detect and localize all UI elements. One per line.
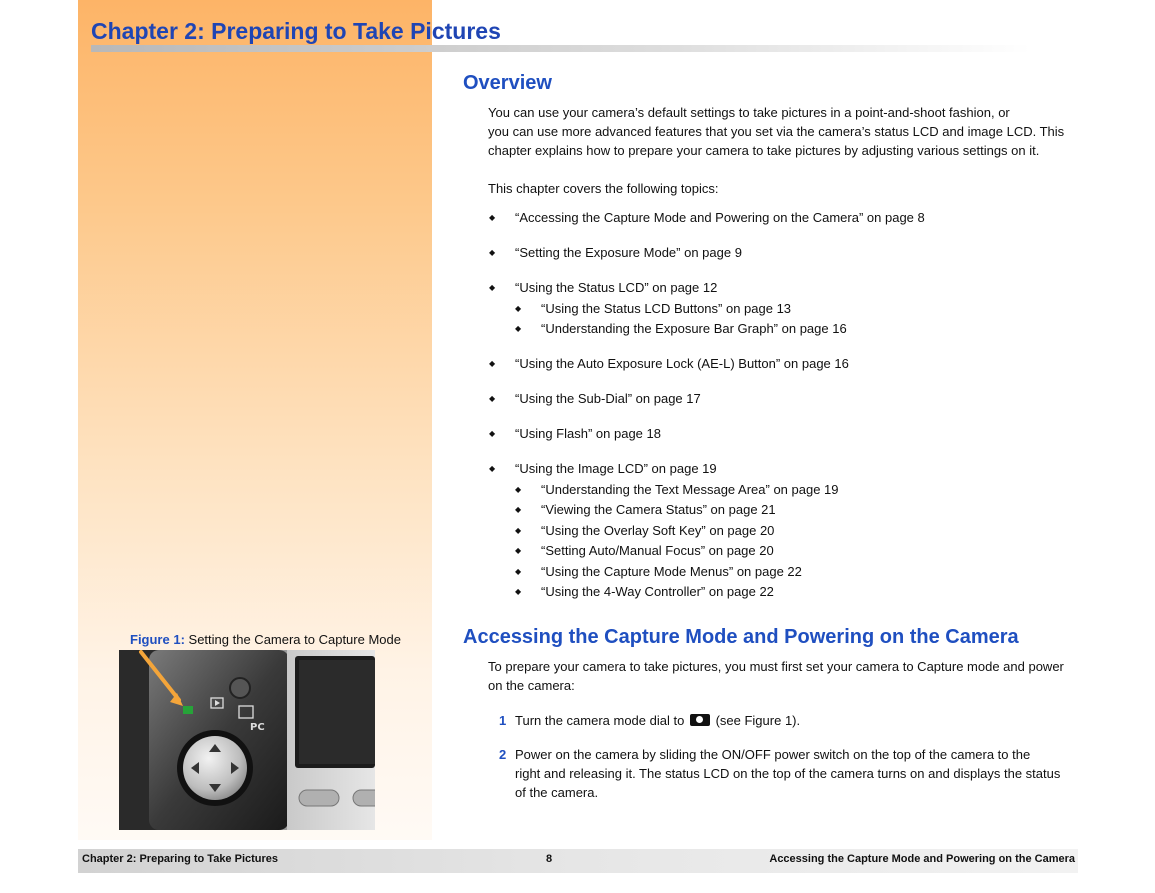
diamond-bullet-icon: ◆ (515, 484, 522, 494)
step-number: 2 (499, 747, 507, 762)
topic-subitem[interactable]: ◆ “Understanding the Text Message Area” on page 19 (489, 480, 925, 501)
step-text: of the camera. (515, 785, 599, 800)
diamond-bullet-icon: ◆ (489, 464, 496, 473)
step-text: Turn the camera mode dial to (515, 713, 685, 728)
topic-subitem[interactable]: ◆ “Using the 4-Way Controller” on page 22 (489, 582, 925, 603)
topics-intro: This chapter covers the following topics: (488, 181, 719, 196)
title-rule (91, 45, 1031, 52)
section-intro (488, 657, 1078, 695)
topic-item[interactable]: ◆ “Accessing the Capture Mode and Powering on the Camera” on page 8 (489, 208, 925, 229)
overview-heading: Overview (463, 72, 552, 94)
topic-item[interactable]: ◆ “Using the Image LCD” on page 19 (489, 459, 925, 480)
footer-section-title: Accessing the Capture Mode and Powering on the Camera (769, 853, 1075, 865)
overview-intro-line: You can use your camera’s default settings to take pictures in a point-and-shoot fashion, or (488, 105, 1010, 120)
section-intro-line: To prepare your camera to take pictures, you must first set your camera to Capture mode and power (488, 659, 1064, 674)
diamond-bullet-icon: ◆ (515, 505, 522, 514)
section-intro-line: on the camera: (488, 678, 575, 693)
topic-subitem[interactable]: ◆ “Understanding the Exposure Bar Graph” on page 16 (489, 319, 925, 340)
diamond-bullet-icon: ◆ (515, 546, 522, 555)
diamond-bullet-icon: ◆ (515, 566, 522, 576)
diamond-bullet-icon: ◆ (489, 283, 496, 292)
topic-item[interactable]: ◆ “Using the Auto Exposure Lock (AE-L) Button” on page 16 (489, 354, 925, 375)
diamond-bullet-icon: ◆ (515, 525, 522, 535)
diamond-bullet-icon: ◆ (515, 324, 522, 333)
page-footer (78, 849, 1078, 873)
svg-text:PC: PC (250, 722, 265, 733)
camera-mode-dial-photo (119, 650, 375, 830)
step-text: (see Figure 1). (715, 713, 801, 728)
footer-chapter-title: Chapter 2: Preparing to Take Pictures (82, 853, 279, 865)
figure-caption (130, 632, 401, 647)
topic-subitem[interactable]: ◆ “Using the Status LCD Buttons” on page 13 (489, 299, 925, 320)
diamond-bullet-icon: ◆ (489, 429, 496, 438)
step-text: Power on the camera by sliding the ON/OFF power switch on the top of the camera to the (515, 747, 1031, 762)
figure-label[interactable]: Figure 1: (130, 632, 185, 647)
diamond-bullet-icon: ◆ (489, 213, 496, 222)
step-text: right and releasing it. The status LCD on the top of the camera turns on and displays the status (515, 766, 1061, 781)
topic-item[interactable]: ◆ “Using the Status LCD” on page 12 (489, 278, 925, 299)
section-heading: Accessing the Capture Mode and Powering on the Camera (463, 626, 1019, 648)
diamond-bullet-icon: ◆ (489, 248, 496, 257)
diamond-bullet-icon: ◆ (489, 394, 496, 403)
camera-icon (690, 714, 710, 726)
footer-page-number: 8 (546, 853, 553, 865)
step-2 (499, 745, 1089, 802)
topic-item[interactable]: ◆ “Using Flash” on page 18 (489, 424, 925, 445)
overview-intro (488, 103, 1078, 160)
step-1 (499, 711, 1089, 730)
diamond-bullet-icon: ◆ (515, 303, 522, 313)
topic-subitem[interactable]: ◆ “Viewing the Camera Status” on page 21 (489, 500, 925, 521)
chapter-title: Chapter 2: Preparing to Take Pictures (91, 18, 501, 44)
topic-subitem[interactable]: ◆ “Setting Auto/Manual Focus” on page 20 (489, 541, 925, 562)
topics-list (489, 208, 925, 603)
topic-subitem[interactable]: ◆ “Using the Overlay Soft Key” on page 20 (489, 521, 925, 542)
overview-intro-line: you can use more advanced features that you set via the camera’s status LCD and image LCD. This (488, 124, 1065, 139)
figure-caption-text: Setting the Camera to Capture Mode (188, 632, 401, 647)
topic-subitem[interactable]: ◆ “Using the Capture Mode Menus” on page 22 (489, 562, 925, 583)
diamond-bullet-icon: ◆ (489, 359, 496, 368)
step-number: 1 (499, 713, 507, 728)
overview-intro-line: chapter explains how to prepare your camera to take pictures by adjusting various settings on it. (488, 143, 1040, 158)
diamond-bullet-icon: ◆ (515, 587, 522, 596)
topic-item[interactable]: ◆ “Setting the Exposure Mode” on page 9 (489, 243, 925, 264)
topic-item[interactable]: ◆ “Using the Sub-Dial” on page 17 (489, 389, 925, 410)
capture-mode-camera-icon (183, 706, 193, 714)
